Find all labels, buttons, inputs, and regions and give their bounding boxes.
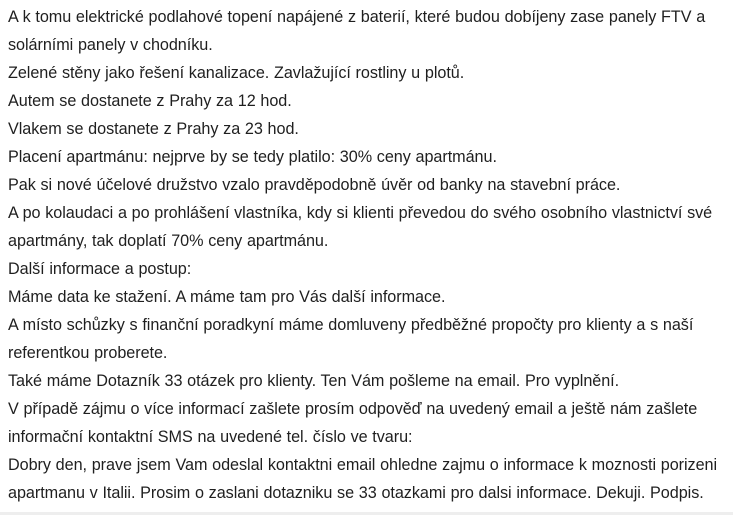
paragraph-payment: Placení apartmánu: nejprve by se tedy platilo: 30% ceny apartmánu. bbox=[8, 148, 497, 166]
paragraph-car-travel: Autem se dostanete z Prahy za 12 hod. bbox=[8, 92, 292, 110]
paragraph-sms-template: Dobry den, prave jsem Vam odeslal kontaktni email ohledne zajmu o informace k moznosti porizeni apartmanu v Italii. Prosim o zaslani dotazniku se 33 otazkami pro dalsi informace. Dekuji. Podpis. bbox=[8, 456, 718, 502]
paragraph-train-travel: Vlakem se dostanete z Prahy za 23 hod. bbox=[8, 120, 299, 138]
paragraph-download: Máme data ke stažení. A máme tam pro Vás další informace. bbox=[8, 288, 446, 306]
paragraph-green-walls: Zelené stěny jako řešení kanalizace. Zavlažující rostliny u plotů. bbox=[8, 64, 465, 82]
paragraph-next-steps-heading: Další informace a postup: bbox=[8, 260, 192, 278]
paragraph-loan: Pak si nové účelové družstvo vzalo pravděpodobně úvěr od banky na stavební práce. bbox=[8, 176, 621, 194]
paragraph-meeting: A místo schůzky s finanční poradkyní máme domluveny předběžné propočty pro klienty a s naší referentkou proberete. bbox=[8, 316, 694, 362]
paragraph-heating: A k tomu elektrické podlahové topení napájené z baterií, které budou dobíjeny zase panely FTV a solárními panely v chodníku. bbox=[8, 8, 706, 54]
paragraph-questionnaire: Také máme Dotazník 33 otázek pro klienty. Ten Vám pošleme na email. Pro vyplnění. bbox=[8, 372, 620, 390]
paragraph-final-payment: A po kolaudaci a po prohlášení vlastníka, kdy si klienti převedou do svého osobního vlastnictví své apartmány, tak doplatí 70% ceny apartmánu. bbox=[8, 204, 713, 250]
paragraph-contact-instructions: V případě zájmu o více informací zašlete prosím odpověď na uvedený email a ještě nám zašlete informační kontaktní SMS na uvedené tel. číslo ve tvaru: bbox=[8, 400, 698, 446]
article-body bbox=[8, 3, 730, 507]
